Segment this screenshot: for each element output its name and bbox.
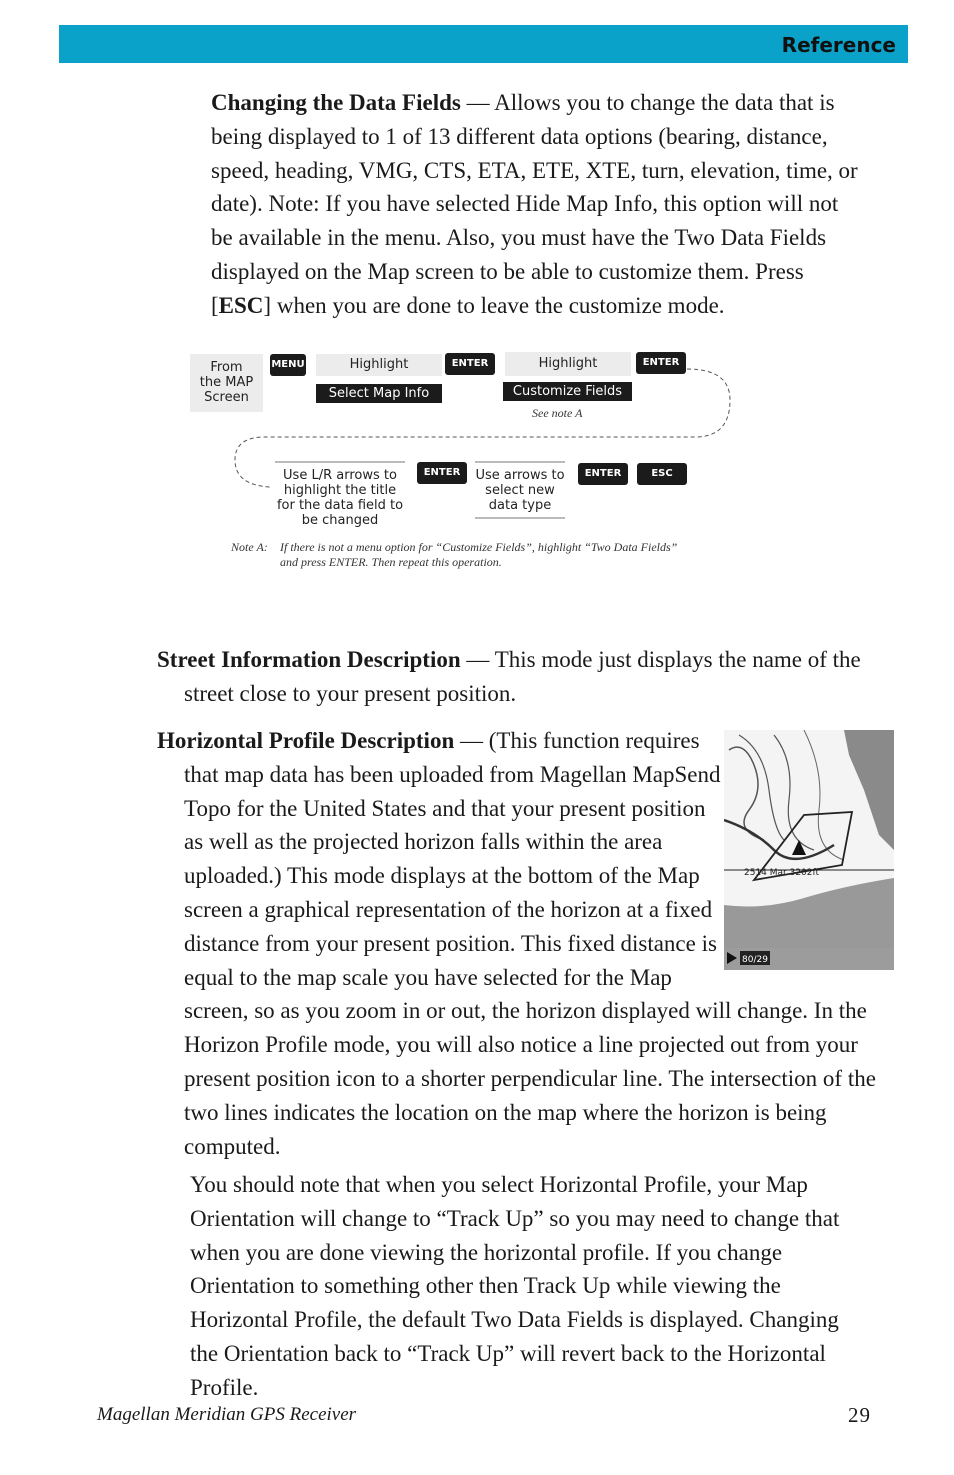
- footer-document-title: Magellan Meridian GPS Receiver: [97, 1404, 357, 1425]
- step-4-line-1: Use arrows to: [475, 468, 565, 483]
- screen-scale-text: 2514 Mar 3202ft: [744, 868, 820, 878]
- dash: —: [454, 728, 489, 753]
- esc-key: ESC: [637, 463, 687, 485]
- start-from-map-screen-box: [190, 354, 263, 412]
- step-3-line-1: Use L/R arrows to: [283, 468, 397, 483]
- step-use-arrows-text: [475, 468, 565, 513]
- note-a-line-1: If there is not a menu option for “Customize Fields”, highlight “Two Data Fields”: [280, 540, 678, 554]
- start-line-3: Screen: [204, 390, 249, 405]
- horizontal-profile-text: (This function requires that map data has been uploaded from Magellan MapSend Topo for the United States and that your present position as well as the projected horizon falls within the area uploaded.) This mode displays at the bottom of the Map screen a graphical representation of the horizon at a fixed distance from your present position. This fixed distance is equal to the map scale you have selected for the Map screen, so as you zoom in or out, the horizon displayed will change. In the Horizon Profile mode, you will also notice a line projected out from your present position icon to a shorter perpendicular line. The intersection of the two lines indicates the location on the map where the horizon is being computed.: [184, 728, 876, 1159]
- note-a-label: Note A:: [231, 540, 268, 554]
- page-number: 29: [848, 1403, 871, 1427]
- screen-bottom-text: 80/29: [742, 955, 768, 965]
- note-a-text: [280, 540, 740, 570]
- customize-fields-flow-diagram: [185, 345, 745, 585]
- dash: —: [460, 90, 495, 115]
- step-4-line-3: data type: [488, 498, 552, 513]
- step-3-line-4: be changed: [301, 513, 379, 528]
- highlight-2-box: Highlight: [505, 352, 631, 376]
- enter-key-3: ENTER: [417, 462, 467, 484]
- select-map-info-option: Select Map Info: [316, 384, 442, 403]
- menu-key: MENU: [270, 354, 306, 376]
- step-4-line-2: select new: [485, 483, 555, 498]
- start-line-2: the MAP: [199, 375, 254, 390]
- street-information-text: This mode just displays the name of the street close to your present position.: [184, 647, 861, 706]
- enter-key-2: ENTER: [636, 352, 686, 374]
- changing-data-fields-heading: Changing the Data Fields: [211, 90, 461, 115]
- track-up-note-paragraph: You should note that when you select Horizontal Profile, your Map Orientation will change to “Track Up” so you may need to change that when you are done viewing the horizontal profile. If you change Orientation to something other then Track Up while viewing the Horizontal Profile, the default Two Data Fields is displayed. Changing the Orientation back to “Track Up” will revert back to the Horizontal Profile.: [190, 1172, 840, 1400]
- note-a-line-2: and press ENTER. Then repeat this operation.: [280, 555, 502, 569]
- horizontal-profile-heading: Horizontal Profile Description: [157, 728, 455, 753]
- changing-data-fields-paragraph: [211, 86, 861, 323]
- customize-fields-option: Customize Fields: [503, 382, 632, 401]
- dash: —: [460, 647, 495, 672]
- changing-data-fields-text-b: ] when you are done to leave the customize mode.: [263, 292, 725, 318]
- changing-data-fields-text-a: Allows you to change the data that is being displayed to 1 of 13 different data options (bearing, distance, speed, heading, VMG, CTS, ETA, ETE, XTE, turn, elevation, time, or date). Note: If you have selected Hide Map Info, this option will not be available in the menu. Also, you must have the Two Data Fields displayed on the Map screen to be able to customize them. Press [: [211, 90, 858, 318]
- section-header-bar: [59, 25, 908, 63]
- street-information-heading: Street Information Description: [157, 647, 461, 672]
- esc-key-label: ESC: [218, 292, 264, 318]
- start-line-1: From: [210, 360, 243, 375]
- horizontal-profile-screen-image: [724, 730, 894, 970]
- step-3-line-2: highlight the title: [283, 483, 397, 498]
- see-note-a-label: See note A: [532, 406, 583, 420]
- highlight-1-box: Highlight: [316, 354, 442, 376]
- section-title: Reference: [781, 33, 896, 57]
- step-use-lr-arrows-text: [275, 468, 405, 528]
- step-3-line-3: for the data field to: [276, 498, 404, 513]
- enter-key-1: ENTER: [445, 353, 495, 375]
- enter-key-4: ENTER: [578, 463, 628, 485]
- horizontal-profile-paragraph: [157, 724, 884, 1163]
- street-information-paragraph: [157, 643, 884, 711]
